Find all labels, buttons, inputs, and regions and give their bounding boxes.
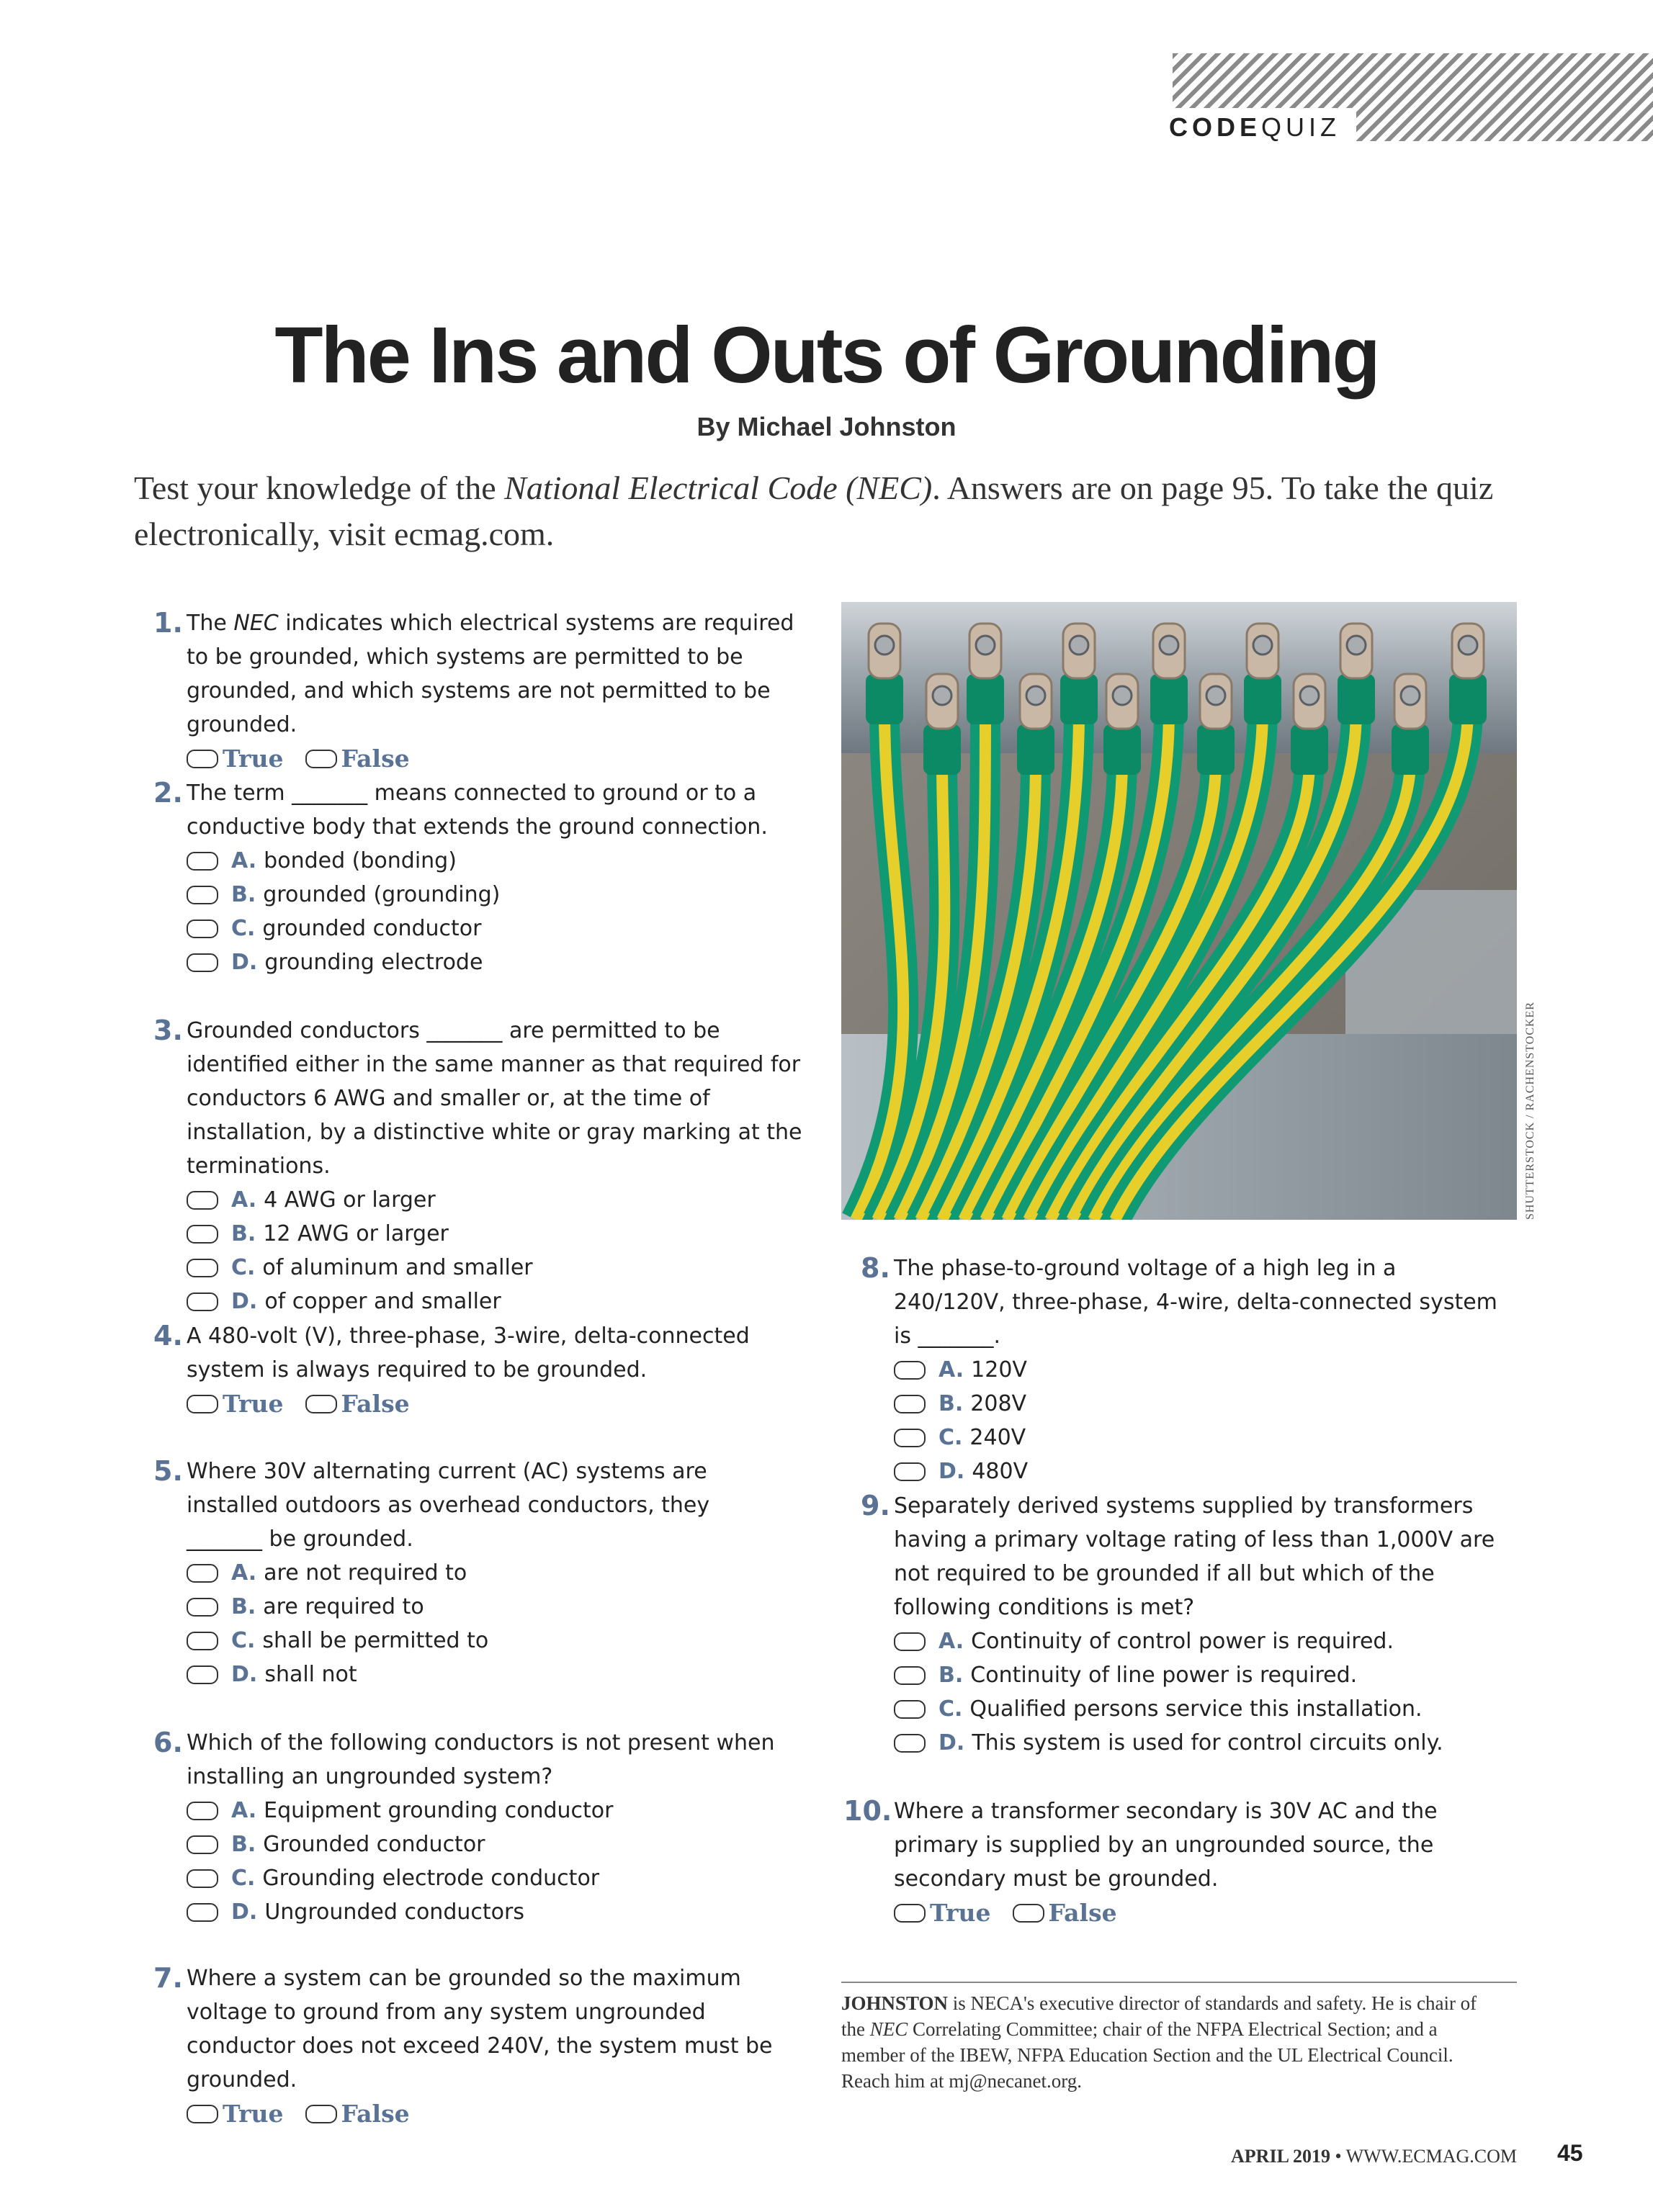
wire-sleeve <box>1338 674 1375 724</box>
answer-checkbox-false[interactable] <box>305 2105 337 2123</box>
answer-checkbox-false[interactable] <box>1013 1904 1044 1923</box>
answer-checkbox[interactable] <box>894 1666 926 1685</box>
false-label: False <box>341 1390 410 1418</box>
answer-option-a[interactable]: A. bonded (bonding) <box>187 844 806 878</box>
wire-sleeve <box>1150 674 1188 724</box>
answer-checkbox[interactable] <box>187 1802 218 1820</box>
answer-option-d[interactable]: D. shall not <box>187 1658 734 1691</box>
wire-sleeve <box>866 674 903 724</box>
question-number: 10. <box>843 1795 892 1827</box>
answer-checkbox[interactable] <box>187 1292 218 1311</box>
answer-option-d[interactable]: D. Ungrounded conductors <box>187 1895 806 1929</box>
section-tag-bold: CODE <box>1169 112 1262 142</box>
bolt <box>1206 686 1225 705</box>
answer-checkbox[interactable] <box>894 1700 926 1719</box>
answer-checkbox[interactable] <box>187 1598 218 1617</box>
answer-option-d[interactable]: D. grounding electrode <box>187 945 806 979</box>
true-label: True <box>223 2100 284 2128</box>
answer-checkbox[interactable] <box>187 1225 218 1244</box>
answer-option-d[interactable]: D. 480V <box>894 1455 1513 1488</box>
question-text: Where 30V alternating current (AC) systems are installed outdoors as overhead conductors, they _______ be grounded. <box>187 1459 710 1552</box>
wire-sleeve <box>1291 724 1328 775</box>
bolt <box>1160 636 1178 655</box>
false-label: False <box>341 745 410 773</box>
question-number: 6. <box>153 1727 183 1758</box>
question-number: 1. <box>153 607 183 639</box>
wire-sleeve <box>1449 674 1487 724</box>
answer-option-b[interactable]: B. are required to <box>187 1590 734 1624</box>
intro-text: Test your knowledge of the National Electrical Code (NEC). Answers are on page 95. To take the quiz electronically, visit ecmag.com. <box>134 469 1494 552</box>
answer-checkbox[interactable] <box>894 1361 926 1380</box>
answer-checkbox[interactable] <box>187 1835 218 1854</box>
answer-checkbox[interactable] <box>187 1564 218 1583</box>
answer-checkbox-true[interactable] <box>187 1395 218 1413</box>
answer-option-a[interactable]: A. Equipment grounding conductor <box>187 1794 806 1827</box>
true-false-choices <box>894 1896 1513 1930</box>
wire-sleeve <box>1197 724 1235 775</box>
answer-option-b[interactable]: B. 12 AWG or larger <box>187 1217 820 1251</box>
bolt <box>1459 636 1477 655</box>
true-false-choices <box>187 742 806 775</box>
question-number: 7. <box>153 1962 183 1994</box>
question-3 <box>153 1014 820 1318</box>
bolt <box>933 686 951 705</box>
answer-option-d[interactable]: D. This system is used for control circuits only. <box>894 1726 1520 1760</box>
intro-italic: National Electrical Code (NEC) <box>504 469 933 506</box>
page-footer: APRIL 2019 • WWW.ECMAG.COM <box>1231 2146 1517 2167</box>
answer-checkbox[interactable] <box>187 1259 218 1277</box>
bolt <box>1401 686 1420 705</box>
question-4 <box>153 1319 820 1421</box>
question-text: Separately derived systems supplied by transformers having a primary voltage rating of less than 1,000V are not required to be grounded if all but which of the following conditions is met? <box>894 1493 1495 1620</box>
answer-option-b[interactable]: B. Continuity of line power is required. <box>894 1658 1520 1692</box>
true-label: True <box>223 1390 284 1418</box>
answer-option-a[interactable]: A. 4 AWG or larger <box>187 1183 820 1217</box>
answer-option-c[interactable]: C. shall be permitted to <box>187 1624 734 1658</box>
section-tag-light: QUIZ <box>1261 112 1341 142</box>
wire-sleeve <box>1392 724 1429 775</box>
question-1 <box>153 606 806 775</box>
question-6 <box>153 1726 806 1929</box>
answer-option-a[interactable]: A. 120V <box>894 1353 1513 1387</box>
bolt <box>875 636 894 655</box>
answer-checkbox[interactable] <box>894 1462 926 1481</box>
question-5 <box>153 1455 734 1691</box>
answer-checkbox[interactable] <box>894 1429 926 1447</box>
answer-option-a[interactable]: A. Continuity of control power is required. <box>894 1624 1520 1658</box>
answer-option-c[interactable]: C. 240V <box>894 1421 1513 1455</box>
question-text: Where a transformer secondary is 30V AC and the primary is supplied by an ungrounded source, the secondary must be grounded. <box>894 1799 1438 1892</box>
question-text: The term _______ means connected to ground or to a conductive body that extends the ground connection. <box>187 781 768 840</box>
question-8 <box>861 1251 1513 1488</box>
answer-option-c[interactable]: C. grounded conductor <box>187 912 806 945</box>
issue-date: APRIL 2019 <box>1231 2146 1330 2167</box>
true-false-choices <box>187 2097 820 2131</box>
question-number: 8. <box>861 1252 890 1284</box>
byline: By Michael Johnston <box>696 412 957 441</box>
wire-sleeve <box>967 674 1004 724</box>
false-label: False <box>1048 1899 1117 1927</box>
true-false-choices <box>187 1387 820 1421</box>
wire-sleeve <box>1103 724 1141 775</box>
answer-checkbox-false[interactable] <box>305 1395 337 1413</box>
wire-sleeve <box>1244 674 1281 724</box>
answer-checkbox[interactable] <box>187 886 218 904</box>
photo-credit: SHUTTERSTOCK / RACHENSTOCKER <box>1524 1002 1536 1220</box>
question-number: 9. <box>861 1490 890 1521</box>
bolt <box>1300 686 1319 705</box>
question-text: The phase-to-ground voltage of a high leg in a 240/120V, three-phase, 4-wire, delta-connected system is _______. <box>894 1256 1497 1349</box>
answer-checkbox-true[interactable] <box>187 750 218 768</box>
bolt <box>1026 686 1045 705</box>
question-9 <box>861 1489 1520 1760</box>
true-label: True <box>223 745 284 773</box>
question-text: Which of the following conductors is not present when installing an ungrounded system? <box>187 1730 775 1789</box>
bio-divider <box>841 1982 1517 1983</box>
bolt <box>1113 686 1132 705</box>
website-link[interactable]: WWW.ECMAG.COM <box>1345 2146 1517 2167</box>
wire-sleeve <box>923 724 961 775</box>
answer-option-a[interactable]: A. are not required to <box>187 1556 734 1590</box>
page-number: 45 <box>1557 2140 1583 2166</box>
bolt <box>976 636 995 655</box>
answer-checkbox-true[interactable] <box>187 2105 218 2123</box>
author-bio: JOHNSTON is NECA's executive director of standards and safety. He is chair of the NEC Correlating Committee; chair of the NFPA Electrical Section; and a member of the IBEW, NFPA Education Section and the UL Electrical Council. Reach him at mj@necanet.org. <box>841 1992 1477 2092</box>
answer-checkbox-false[interactable] <box>305 750 337 768</box>
page-title: The Ins and Outs of Grounding <box>274 311 1379 400</box>
answer-checkbox[interactable] <box>894 1395 926 1413</box>
question-text: Where a system can be grounded so the maximum voltage to ground from any system ungrounded conductor does not exceed 240V, the system must be grounded. <box>187 1966 773 2092</box>
answer-option-d[interactable]: D. of copper and smaller <box>187 1285 820 1318</box>
question-number: 4. <box>153 1320 183 1352</box>
answer-checkbox-true[interactable] <box>894 1904 926 1923</box>
author-name: JOHNSTON <box>841 1992 949 2014</box>
bolt <box>1070 636 1088 655</box>
answer-checkbox[interactable] <box>894 1734 926 1753</box>
answer-checkbox[interactable] <box>187 1903 218 1922</box>
section-tag <box>1156 108 1356 153</box>
question-text: The NEC indicates which electrical systems are required to be grounded, which systems are permitted to be grounded, and which systems are not permitted to be grounded. <box>187 611 794 737</box>
answer-option-b[interactable]: B. Grounded conductor <box>187 1827 806 1861</box>
answer-option-c[interactable]: C. Grounding electrode conductor <box>187 1861 806 1895</box>
grounding-wires-photo <box>841 602 1517 1220</box>
question-number: 3. <box>153 1015 183 1046</box>
question-2 <box>153 776 806 979</box>
question-7 <box>153 1961 820 2131</box>
question-text: A 480-volt (V), three-phase, 3-wire, delta-connected system is always required to be grounded. <box>187 1323 750 1382</box>
answer-checkbox[interactable] <box>187 1191 218 1210</box>
answer-checkbox[interactable] <box>187 953 218 972</box>
answer-checkbox[interactable] <box>187 852 218 871</box>
answer-option-b[interactable]: B. 208V <box>894 1387 1513 1421</box>
wire-sleeve <box>1060 674 1098 724</box>
false-label: False <box>341 2100 410 2128</box>
bolt <box>1347 636 1366 655</box>
answer-option-c[interactable]: C. of aluminum and smaller <box>187 1251 820 1285</box>
answer-checkbox[interactable] <box>187 920 218 938</box>
bolt <box>1253 636 1272 655</box>
answer-checkbox[interactable] <box>894 1632 926 1651</box>
true-label: True <box>930 1899 991 1927</box>
answer-checkbox[interactable] <box>187 1665 218 1684</box>
answer-option-b[interactable]: B. grounded (grounding) <box>187 878 806 912</box>
question-number: 2. <box>153 777 183 809</box>
question-text: Grounded conductors _______ are permitted to be identified either in the same manner as that required for conductors 6 AWG and smaller or, at the time of installation, by a distinctive white or gray marking at the terminations. <box>187 1018 802 1179</box>
question-number: 5. <box>153 1455 183 1487</box>
answer-checkbox[interactable] <box>187 1869 218 1888</box>
question-10 <box>843 1794 1513 1930</box>
wire-sleeve <box>1017 724 1054 775</box>
answer-option-c[interactable]: C. Qualified persons service this installation. <box>894 1692 1520 1726</box>
answer-checkbox[interactable] <box>187 1632 218 1650</box>
